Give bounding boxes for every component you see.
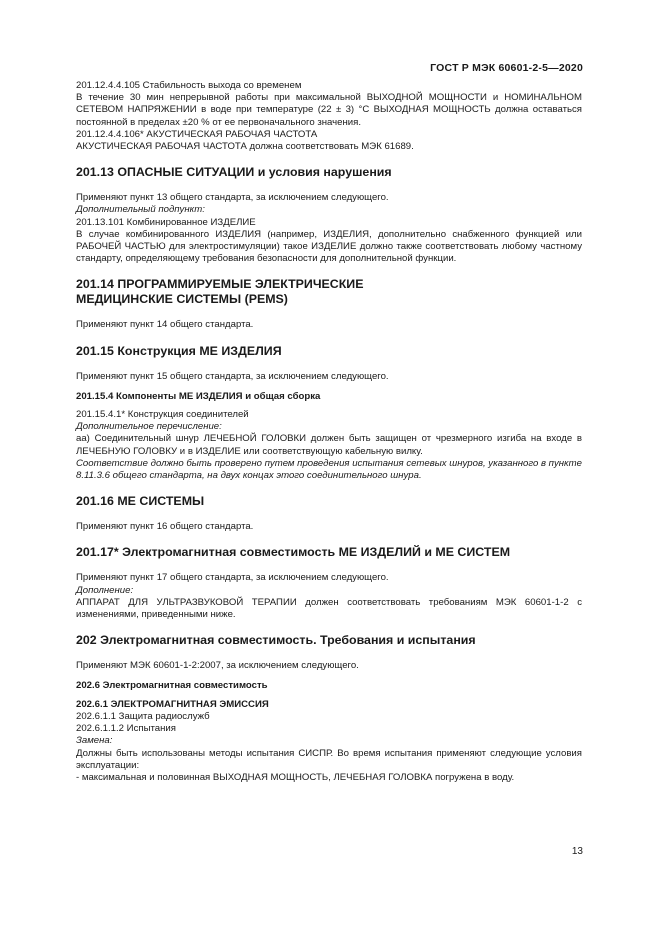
paragraph: АКУСТИЧЕСКАЯ РАБОЧАЯ ЧАСТОТА должна соответствовать МЭК 61689. [76,141,414,153]
note-label: Дополнительное перечисление: [76,421,222,433]
paragraph: Применяют пункт 16 общего стандарта. [76,521,254,533]
section-heading: 201.13 ОПАСНЫЕ СИТУАЦИИ и условия нарушения [76,165,392,180]
clause-title: 201.13.101 Комбинированное ИЗДЕЛИЕ [76,216,256,228]
paragraph: Должны быть использованы методы испытания СИСПР. Во время испытания применяют следующие условия эксплуатации: [76,747,582,771]
section-heading-line: 201.14 ПРОГРАММИРУЕМЫЕ ЭЛЕКТРИЧЕСКИЕ [76,277,364,292]
list-item: - максимальная и половинная ВЫХОДНАЯ МОЩНОСТЬ, ЛЕЧЕБНАЯ ГОЛОВКА погружена в воду. [76,771,515,783]
subsection-heading: 202.6.1 ЭЛЕКТРОМАГНИТНАЯ ЭМИССИЯ [76,698,269,710]
section-heading: 201.17* Электромагнитная совместимость МЕ ИЗДЕЛИЙ и МЕ СИСТЕМ [76,545,511,560]
paragraph: Применяют пункт 15 общего стандарта, за исключением следующего. [76,370,389,382]
paragraph: Применяют пункт 17 общего стандарта, за исключением следующего. [76,572,389,584]
section-heading: 201.15 Конструкция МЕ ИЗДЕЛИЯ [76,343,282,358]
paragraph: Применяют пункт 13 общего стандарта, за исключением следующего. [76,192,389,204]
paragraph: АППАРАТ ДЛЯ УЛЬТРАЗВУКОВОЙ ТЕРАПИИ должен соответствовать требованиям МЭК 60601-1-2 с изменениями, приведенными ниже. [76,596,582,621]
subsection-heading: 202.6 Электромагнитная совместимость [76,680,268,692]
clause-title: 202.6.1.1.2 Испытания [76,723,176,735]
paragraph: Применяют МЭК 60601-1-2:2007, за исключением следующего. [76,660,359,672]
section-heading: 202 Электромагнитная совместимость. Требования и испытания [76,633,476,648]
note-label: Замена: [76,735,113,747]
clause-title: 201.15.4.1* Конструкция соединителей [76,409,249,421]
clause-title: 202.6.1.1 Защита радиослужб [76,710,210,722]
page-number: 13 [571,846,583,857]
section-heading [76,277,582,307]
page-content [76,80,582,784]
compliance-note: Соответствие должно быть проверено путем проведения испытания сетевых шнуров, указанного в пункте 8.11.3.6 общего стандарта, на двух концах этого соединительного шнура. [76,457,582,482]
list-item: аа) Соединительный шнур ЛЕЧЕБНОЙ ГОЛОВКИ должен быть защищен от чрезмерного изгиба на входе в ЛЕЧЕБНУЮ ГОЛОВКУ и в ИЗДЕЛИЕ или соответствующую кабельную вилку. [76,433,582,457]
paragraph: В случае комбинированного ИЗДЕЛИЯ (например, ИЗДЕЛИЯ, дополнительно снабженного функцией или РАБОЧЕЙ ЧАСТЬЮ для электростимуляции) такое ИЗДЕЛИЕ должно также соответствовать любому частному стандарту, определяющему требования безопасности для дополнительной функции. [76,228,582,265]
section-heading: 201.16 МЕ СИСТЕМЫ [76,494,205,509]
standard-code-header: ГОСТ Р МЭК 60601-2-5—2020 [430,62,583,74]
note-label: Дополнение: [76,584,134,596]
clause-title: 201.12.4.4.105 Стабильность выхода со временем [76,80,302,91]
section-heading-line: МЕДИЦИНСКИЕ СИСТЕМЫ (PEMS) [76,292,288,307]
subsection-heading: 201.15.4 Компоненты МЕ ИЗДЕЛИЯ и общая сборка [76,390,321,402]
paragraph: В течение 30 мин непрерывной работы при максимальной ВЫХОДНОЙ МОЩНОСТИ и НОМИНАЛЬНОМ СЕТЕВОМ НАПРЯЖЕНИИ в воде при температуре (22 ± 3) °С ВЫХОДНАЯ МОЩНОСТЬ должна оставаться постоянной в пределах ±20 % от ее первоначального значения. [76,92,582,128]
note-label: Дополнительный подпункт: [76,204,205,216]
paragraph: Применяют пункт 14 общего стандарта. [76,319,254,331]
clause-title: 201.12.4.4.106* АКУСТИЧЕСКАЯ РАБОЧАЯ ЧАСТОТА [76,128,318,140]
